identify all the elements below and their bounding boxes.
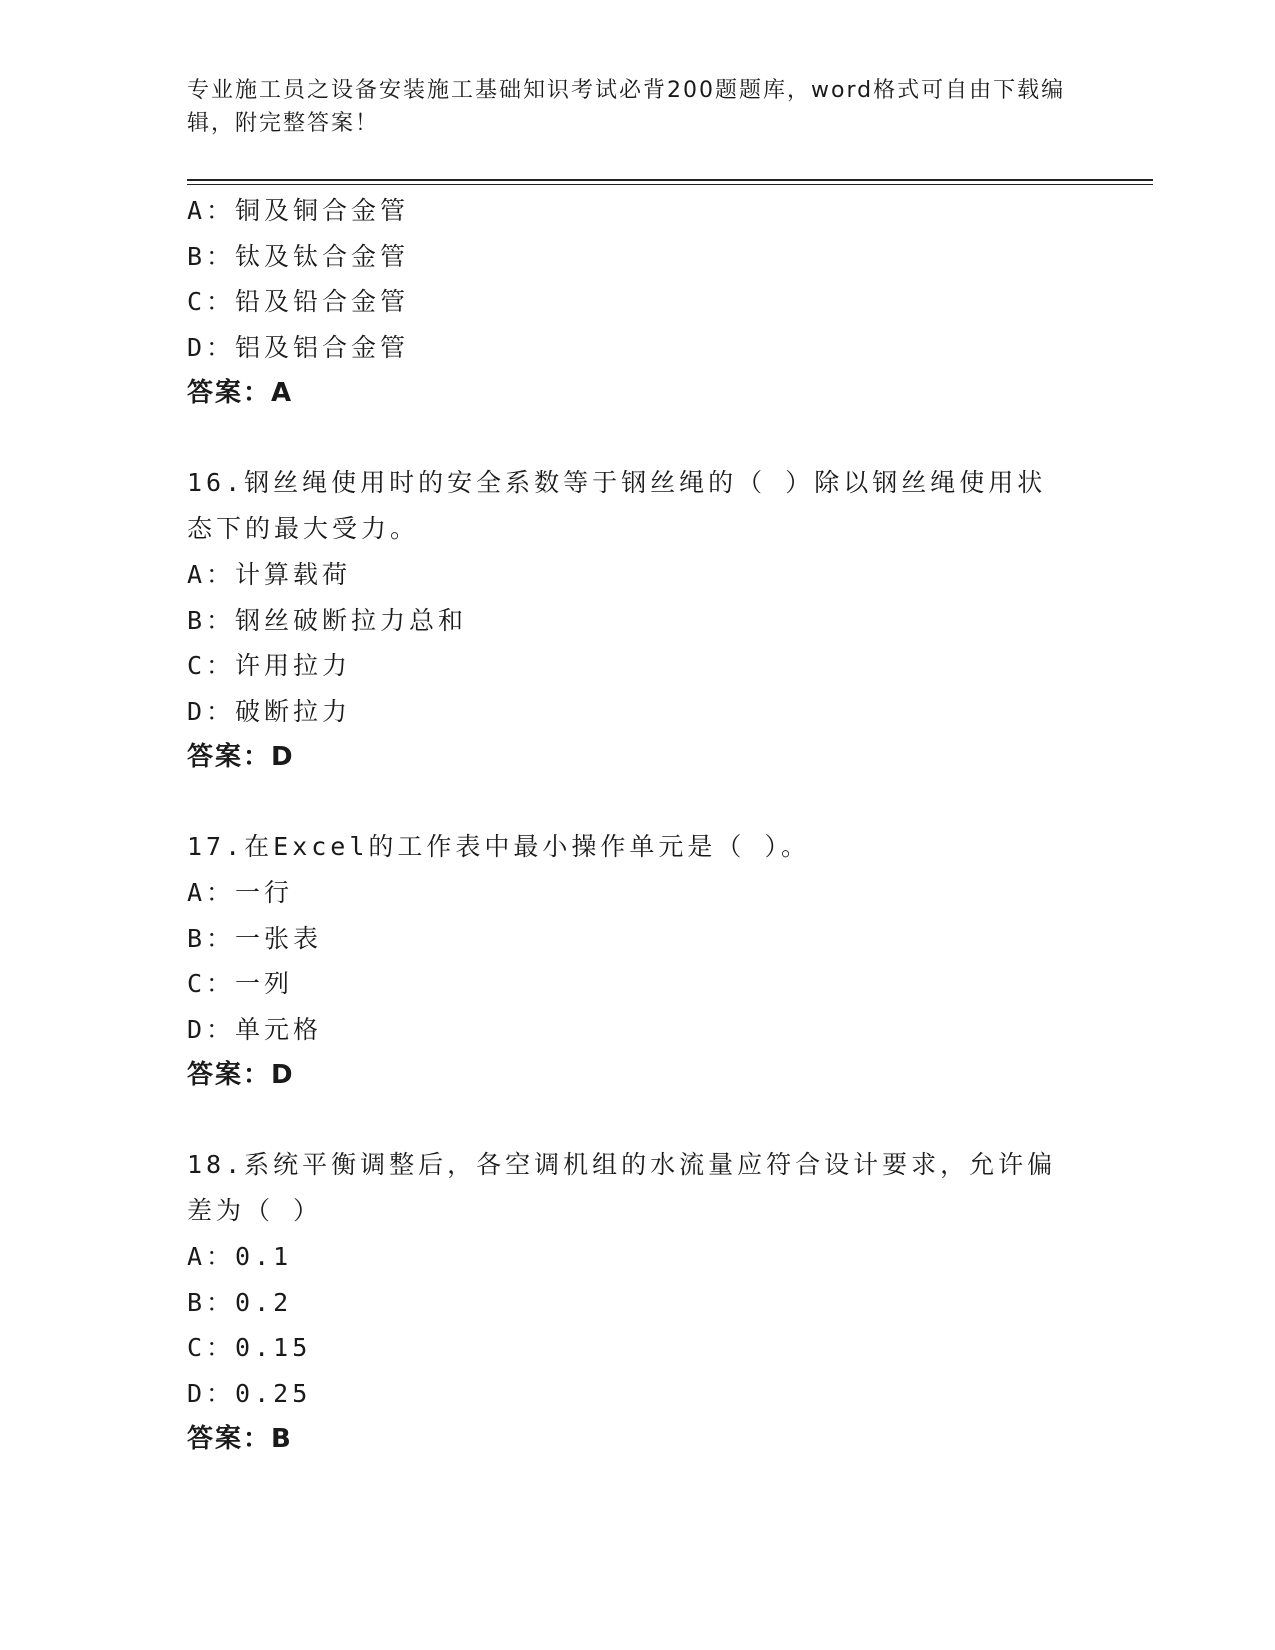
option-d: D：单元格 — [187, 1015, 323, 1045]
answer-line: 答案：B — [187, 1423, 293, 1454]
question-stem: 17.在Excel的工作表中最小操作单元是（ ）。 — [187, 832, 810, 862]
question-18 — [187, 1142, 1087, 1462]
question-stem: 16.钢丝绳使用时的安全系数等于钢丝绳的（ ）除以钢丝绳使用状态下的最大受力。 — [187, 468, 1047, 544]
option-b: B：钛及钛合金管 — [187, 241, 410, 271]
question-15-tail — [187, 188, 1087, 416]
option-c: C：许用拉力 — [187, 651, 352, 681]
option-b: B：钢丝破断拉力总和 — [187, 605, 468, 635]
document-header: 专业施工员之设备安装施工基础知识考试必背200题题库，word格式可自由下载编辑，附完整答案！ — [187, 78, 1066, 136]
option-b: B：一张表 — [187, 923, 323, 953]
option-a: A：0.1 — [187, 1241, 293, 1271]
option-c: C：0.15 — [187, 1333, 312, 1363]
question-list — [187, 188, 1087, 1462]
answer-line: 答案：D — [187, 741, 295, 772]
header-divider-thick — [187, 179, 1153, 181]
option-a: A：一行 — [187, 877, 294, 907]
option-a: A：铜及铜合金管 — [187, 196, 410, 225]
option-d: D：铝及铝合金管 — [187, 333, 410, 363]
option-c: C：铅及铅合金管 — [187, 287, 410, 317]
question-stem: 18.系统平衡调整后，各空调机组的水流量应符合设计要求，允许偏差为（ ） — [187, 1150, 1057, 1226]
option-c: C：一列 — [187, 969, 294, 999]
option-d: D：破断拉力 — [187, 696, 352, 726]
question-17 — [187, 824, 1087, 1098]
option-a: A：计算载荷 — [187, 559, 352, 589]
option-d: D：0.25 — [187, 1378, 312, 1408]
question-16 — [187, 460, 1087, 780]
answer-line: 答案：A — [187, 377, 294, 408]
answer-line: 答案：D — [187, 1059, 295, 1090]
option-b: B：0.2 — [187, 1287, 293, 1317]
header-divider-thin — [187, 184, 1153, 185]
